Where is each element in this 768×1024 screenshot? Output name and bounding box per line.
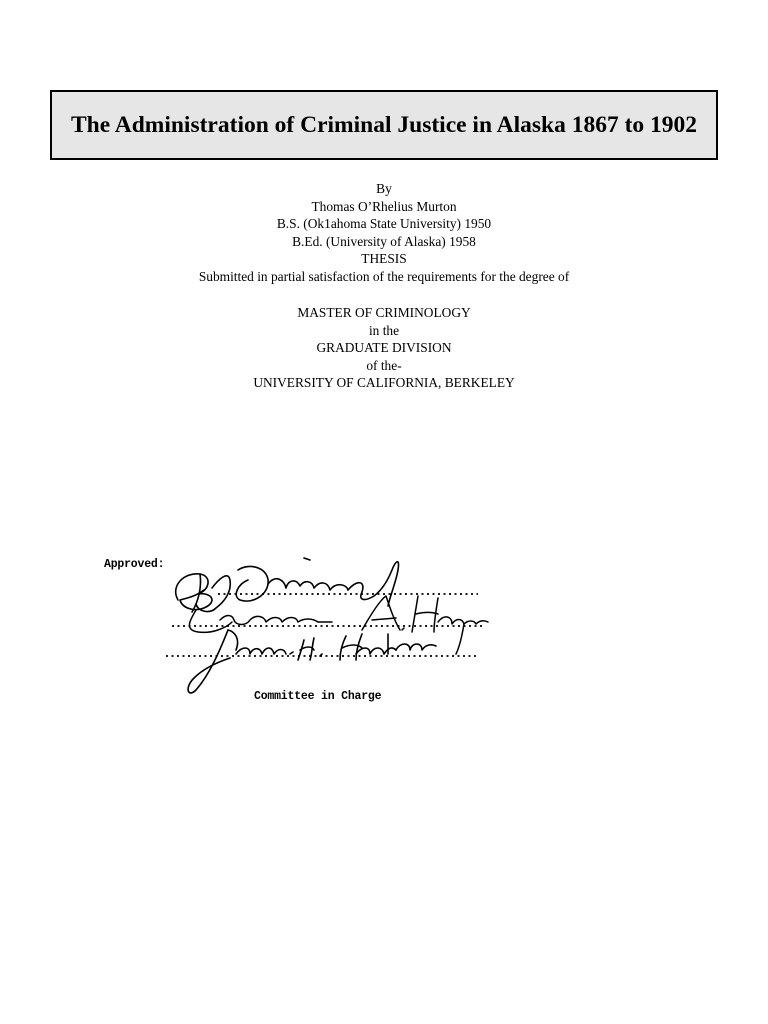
committee-label: Committee in Charge [254,690,382,703]
by-line: By [376,181,392,196]
signature-1 [176,558,399,612]
submission-statement: Submitted in partial satisfaction of the requirements for the degree of [198,268,570,284]
degree-bed: B.Ed. (University of Alaska) 1958 [292,233,476,249]
of-the-line: of the- [366,357,402,373]
signature-3 [188,630,436,693]
degree-block [0,304,768,392]
author-name: Thomas O’Rhelius Murton [311,198,457,214]
approval-signature-block [100,550,500,720]
title-box [50,90,718,160]
thesis-label: THESIS [361,251,407,267]
author-block [0,180,768,286]
university-name: UNIVERSITY OF CALIFORNIA, BERKELEY [253,375,515,391]
in-the-line: in the [368,322,400,338]
degree-bs: B.S. (Ok1ahoma State University) 1950 [276,216,492,232]
document-title: The Administration of Criminal Justice in Alaska 1867 to 1902 [70,111,698,138]
division-name: GRADUATE DIVISION [316,340,452,356]
degree-name: MASTER OF CRIMINOLOGY [297,305,471,320]
signature-2 [189,596,488,654]
approved-label: Approved: [104,558,165,571]
